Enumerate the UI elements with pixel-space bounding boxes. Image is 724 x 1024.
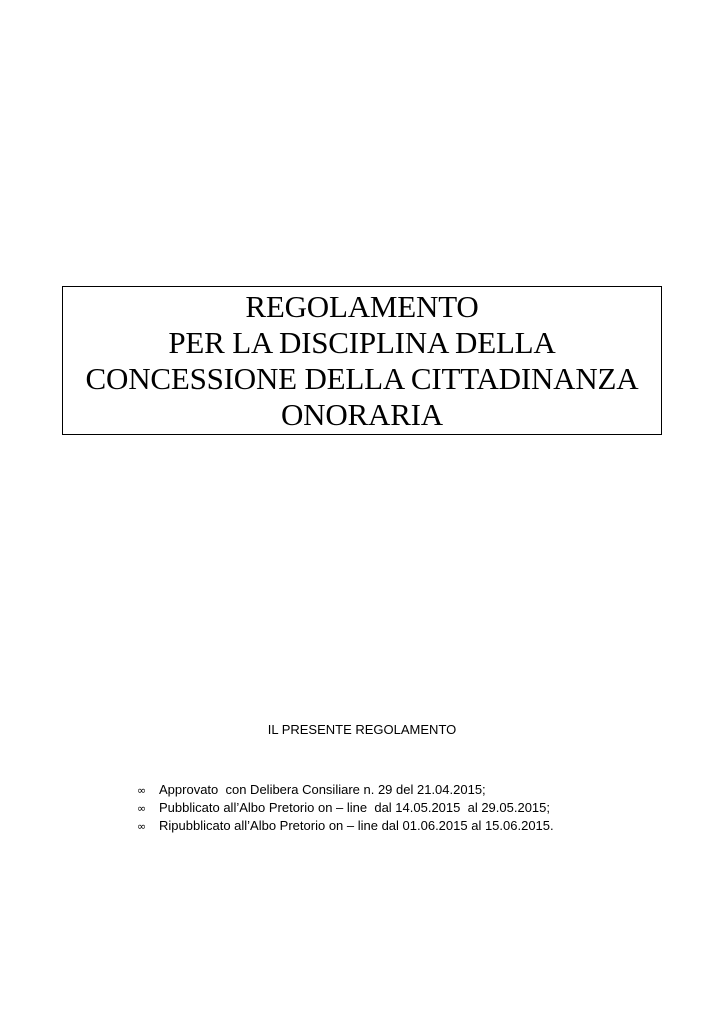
approval-list bbox=[137, 781, 554, 835]
title-line-2: PER LA DISCIPLINA DELLA bbox=[168, 324, 556, 360]
list-item-text: Ripubblicato all’Albo Pretorio on – line dal 01.06.2015 al 15.06.2015. bbox=[159, 818, 554, 833]
infinity-bullet-icon: ∞ bbox=[137, 820, 147, 833]
title-box bbox=[62, 286, 662, 435]
title-line-3: CONCESSIONE DELLA CITTADINANZA bbox=[85, 360, 639, 396]
list-item-text: Pubblicato all’Albo Pretorio on – line dal 14.05.2015 al 29.05.2015; bbox=[159, 800, 551, 815]
infinity-bullet-icon: ∞ bbox=[137, 802, 147, 815]
title-line-1: REGOLAMENTO bbox=[245, 288, 479, 324]
title-line-4: ONORARIA bbox=[280, 396, 443, 432]
list-item bbox=[137, 799, 554, 817]
list-item-text: Approvato con Delibera Consiliare n. 29 del 21.04.2015; bbox=[159, 782, 486, 797]
list-item bbox=[137, 781, 554, 799]
list-item bbox=[137, 817, 554, 835]
infinity-bullet-icon: ∞ bbox=[137, 784, 147, 797]
section-subheading: IL PRESENTE REGOLAMENTO bbox=[267, 722, 457, 737]
